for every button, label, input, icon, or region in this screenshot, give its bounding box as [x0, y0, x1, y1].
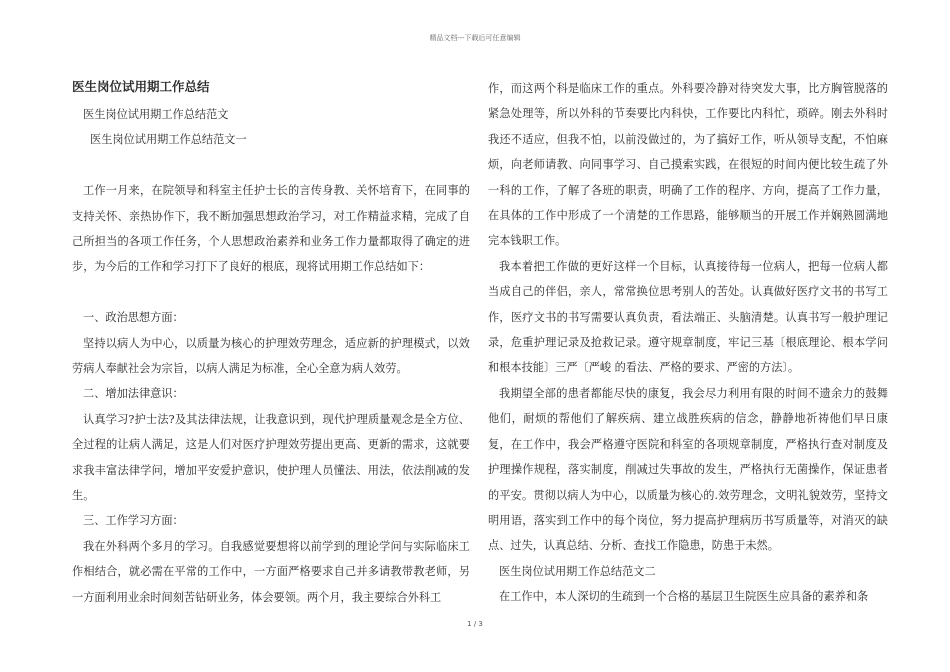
section-heading: 三、工作学习方面：: [83, 514, 184, 528]
section-heading: 二、增加法律意识：: [83, 387, 184, 401]
left-column: [72, 76, 470, 610]
section-heading: 一、政治思想方面：: [83, 311, 184, 325]
paragraph: 我在外科两个多月的学习。自我感觉要想将以前学到的理论学问与实际临床工作相结合，就必需在平常的工作中，一方面严格要求自己并多请教带教老师，另一方面利用业余时间刻苦钻研业务，体会要领。两个月，我主要综合外科工: [72, 539, 470, 604]
subtitle-1: 医生岗位试用期工作总结范文: [83, 108, 229, 121]
paragraph: 作，而这两个科是临床工作的重点。外科要冷静对待突发大事，比方胸管脱落的紧急处理等，所以外科的节奏要比内科快，工作要比内科忙，琐碎。刚去外科时我还不适应，但我不怕，以前没做过的，为了搞好工作，听从领导支配，不怕麻烦，向老师请教、向同事学习、自己摸索实践，在很短的时间内便比较生疏了外一科的工作，了解了各班的职责，明确了工作的程序、方向，提高了工作力量，在具体的工作中形成了一个清楚的工作思路，能够顺当的开展工作并娴熟圆满地完本钱职工作。: [488, 82, 888, 248]
subtitle-2: 医生岗位试用期工作总结范文一: [90, 133, 247, 147]
subtitle-3: 医生岗位试用期工作总结范文二: [499, 564, 656, 578]
right-column: [488, 76, 888, 610]
paragraph: 认真学习?护士法?及其法律法规，让我意识到，现代护理质量观念是全方位、全过程的让病人满足，这是人们对医疗护理效劳提出更高、更新的需求，这就要求我丰富法律学问，增加平安爱护意识，使护理人员懂法、用法，依法削减的发生。: [72, 412, 470, 503]
document-title: 医生岗位试用期工作总结: [72, 79, 210, 94]
paragraph: 我期望全部的患者都能尽快的康复，我会尽力利用有限的时间不遗余力的鼓舞他们，耐烦的帮他们了解疾病、建立战胜疾病的信念，静静地祈祷他们早日康复，在工作中，我会严格遵守医院和科室的各项规章制度，严格执行查对制度及护理操作规程，落实制度，削减过失事故的发生，严格执行无菌操作，保证患者的平安。贯彻以病人为中心，以质量为核心的.效劳理念，文明礼貌效劳，坚持文明用语，落实到工作中的每个岗位，努力提高护理病历书写质量等，对消灭的缺点、过失，认真总结、分析、查找工作隐患，防患于未然。: [488, 386, 888, 553]
paragraph: 在工作中，本人深切的生疏到一个合格的基层卫生院医生应具备的素养和条: [499, 590, 869, 604]
header-note: 精品文档---下载后可任意编辑: [429, 34, 521, 42]
page-number: 1 / 3: [467, 620, 483, 628]
paragraph: 我本着把工作做的更好这样一个目标，认真接待每一位病人，把每一位病人都当成自己的伴侣，亲人，常常换位思考别人的苦处。认真做好医疗文书的书写工作，医疗文书的书写需要认真负责，看法端正、头脑清楚。认真书写一般护理记录，危重护理记录及抢救记录。遵守规章制度，牢记三基〔根底理论、根本学问和根本技能〕三严〔严峻 的看法、严格的要求、严密的方法〕。: [488, 259, 888, 375]
blank-line: [72, 280, 470, 305]
paragraph: 坚持以病人为中心，以质量为核心的护理效劳理念，适应新的护理模式，以效劳病人奉献社会为宗旨，以病人满足为标准，全心全意为病人效劳。: [72, 336, 470, 376]
paragraph: 工作一月来，在院领导和科室主任护士长的言传身教、关怀培育下，在同事的支持关怀、亲热协作下，我不断加强思想政治学习，对工作精益求精，完成了自己所担当的各项工作任务，个人思想政治素养和业务工作力量都取得了确定的进步，为今后的工作和学习打下了良好的根底，现将试用期工作总结如下：: [72, 184, 470, 274]
blank-line: [72, 153, 470, 178]
